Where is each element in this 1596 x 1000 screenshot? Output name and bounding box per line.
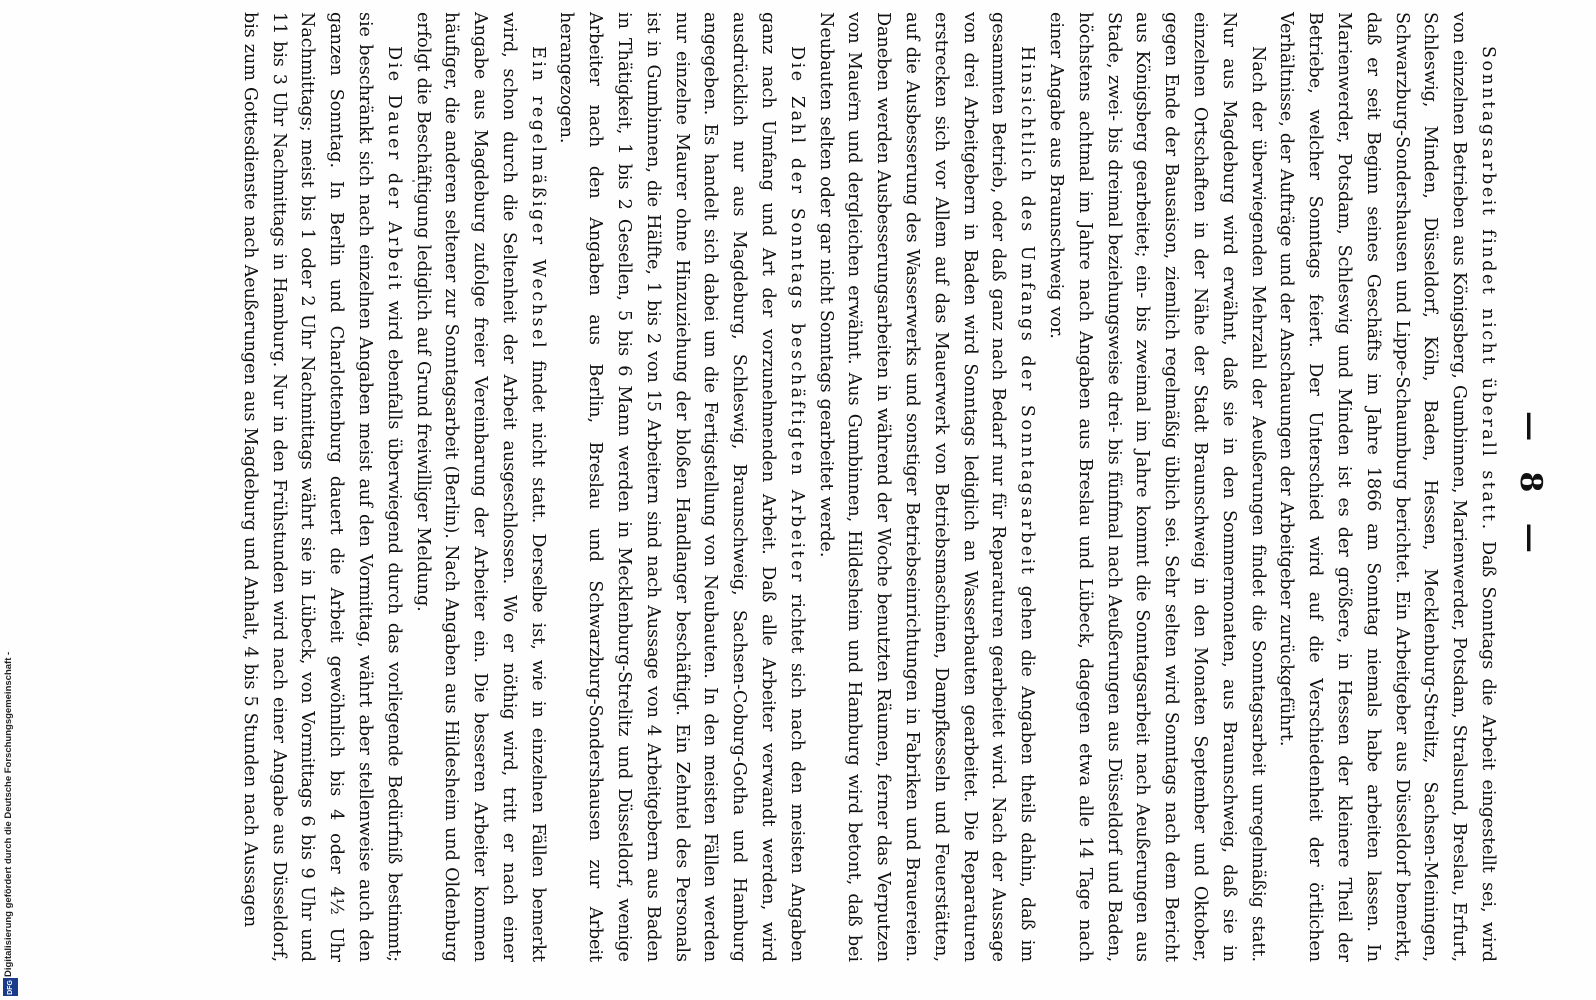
- paragraph-lead: Hinsichtlich des Umfangs der Sonntagsarbeit: [1017, 46, 1038, 577]
- digitization-note: Digitalisierung gefördert durch die Deutsche Forschungsgemeinschaft -: [3, 651, 14, 977]
- paragraph-text: findet nicht statt. Derselbe ist, wie in einzelnen Fällen bemerkt wird, schon durch die Seltenheit der Arbeit ausgeschlossen. Wo er nöthig wird, tritt er nach einer Angabe aus Magdeburg zufolge freier Vereinbarung der Arbeiter ein. Die besseren Arbeiter kommen häufiger, die anderen seltener zur Sonntagsarbeit (Berlin). Nach Angaben aus Hildesheim und Oldenburg erfolgt die Beschäftigung lediglich auf Grund freiwilliger Meldung.: [412, 12, 548, 962]
- paragraph-text: Daß Sonntags die Arbeit eingestellt sei, wird von einzelnen Betrieben aus Königsberg, Gumbinnen, Marienwerder, Potsdam, Stralsund, Breslau, Erfurt, Schleswig, Minden, Düsseldorf, Köln, Baden, Hessen, Mecklenburg-Strelitz, Sachsen-Meiningen, Schwarzburg-Sondershausen und Lippe-Schaumburg berichtet. Ein Arbeitgeber aus Düsseldorf bemerkt, daß er seit Beginn seines Geschäfts im Jahre 1866 am Sonntag niemals habe arbeiten lassen. In Marienwerder, Potsdam, Schleswig und Minden ist es der größere, in Hessen der kleinere Theil der Betriebe, welcher Sonntags feiert. Der Unterschied wird auf die Verschiedenheit der örtlichen Verhältnisse, der Aufträge und der Anschauungen der Arbeitgeber zurückgeführt.: [1276, 12, 1498, 962]
- dfg-logo-text: DFG: [7, 979, 14, 995]
- paragraph-text: gehen die Angaben theils dahin, daß im gesammten Betrieb, oder daß ganz nach Bedarf nur für Reparaturen gearbeitet wird. Nach der Aussage von drei Arbeitgebern in Baden wird Sonntags lediglich an Wasserbauten gearbeitet. Die Reparaturen erstrecken sich vor Allem auf das Mauerwerk von Betriebsmaschinen, Dampfkesseln und Feuerstätten, auf die Ausbesserung des Wasserwerks und sonstiger Betriebseinrichtungen in Fabriken und Brauereien. Daneben werden Ausbesserungsarbeiten in während der Woche benutzten Räumen, ferner das Verputzen von Mauern und dergleichen erwähnt. Aus Gumbinnen, Hildesheim und Hamburg wird betont, daß bei Neubauten selten oder gar nicht Sonntags gearbeitet werde.: [815, 12, 1038, 963]
- paragraph: [408, 12, 552, 962]
- body-text: [235, 12, 1502, 962]
- paragraph-text: Nach der überwiegenden Mehrzahl der Aeußerungen findet die Sonntagsarbeit unregelmäßig statt. Nur aus Magdeburg wird erwähnt, daß sie in den Sommermonaten, aus Braunschweig, daß sie in einzelnen Ortschaften in der Nähe der Stadt Braunschweig in den Monaten September und Oktober, gegen Ende der Bausaison, ziemlich regelmäßig üblich sei. Sehr selten wird Sonntags nach dem Bericht aus Königsberg gearbeitet; ein- bis zweimal im Jahre kommt die Sonntagsarbeit nach Aeußerungen aus Stade, zwei- bis dreimal beziehungsweise drei- bis fünfmal nach Aeußerungen aus Düsseldorf und Baden, höchstens achtmal im Jahre nach Angaben aus Breslau und Lübeck, dagegen etwa alle 14 Tage nach einer Angabe aus Braunschweig vor.: [1046, 12, 1268, 962]
- digitization-sidebar: [0, 0, 22, 1000]
- paragraph: [1272, 12, 1502, 962]
- paragraph-text: wird ebenfalls überwiegend durch das vorliegende Bedürfniß bestimmt; sie beschränkt sich nach einzelnen Angaben meist auf den Vormittag, währt aber stellenweise auch den ganzen Sonntag. In Berlin und Charlottenburg dauert die Arbeit gewöhnlich bis 4 oder 4½ Uhr Nachmittags; meist bis 1 oder 2 Uhr Nachmittags währt sie in Lübeck, von Vormittags 6 bis 9 Uhr und 11 bis 3 Uhr Nachmittags in Hamburg. Nur in den Frühstunden wird nach einer Angabe aus Düsseldorf, bis zum Gottesdienste nach Aeußerungen aus Magdeburg und Anhalt, 4 bis 5 Stunden nach Aussagen: [239, 12, 404, 962]
- paragraph-text: richtet sich nach den meisten Angaben ganz nach Umfang und Art der vorzunehmenden Arbeit. Daß alle Arbeiter verwandt werden, wird ausdrücklich nur aus Magdeburg, Schleswig, Braunschweig, Sachsen-Coburg-Gotha und Hamburg angegeben. Es handelt sich dabei um die Fertigstellung von Neubauten. In den meisten Fällen werden nur einzelne Maurer ohne Hinzuziehung der bloßen Handlanger beschäftigt. Ein Zehntel des Personals ist in Gumbinnen, die Hälfte, 1 bis 2 von 15 Arbeitern sind nach Aussage von 4 Arbeitgebern aus Baden in Thätigkeit, 1 bis 2 Gesellen, 5 bis 6 Mann werden in Mecklenburg-Strelitz und Düsseldorf, wenige Arbeiter nach den Angaben aus Berlin, Breslau und Schwarzburg-Sondershausen zur Arbeit herangezogen.: [556, 12, 807, 962]
- dfg-logo-icon: [3, 978, 18, 996]
- paragraph: [552, 12, 811, 962]
- paragraph-lead: Die Dauer der Arbeit: [383, 46, 404, 292]
- paragraph: [1041, 12, 1271, 962]
- paragraph-lead: Die Zahl der Sonntags beschäftigten Arbeiter: [786, 46, 807, 585]
- paragraph: [811, 12, 1041, 962]
- page-number: — 8 —: [1513, 411, 1548, 563]
- paragraph-lead: Sonntagsarbeit findet nicht überall statt.: [1478, 46, 1498, 532]
- paragraph-lead: Ein regelmäßiger Wechsel: [527, 46, 548, 351]
- paragraph: [235, 12, 408, 962]
